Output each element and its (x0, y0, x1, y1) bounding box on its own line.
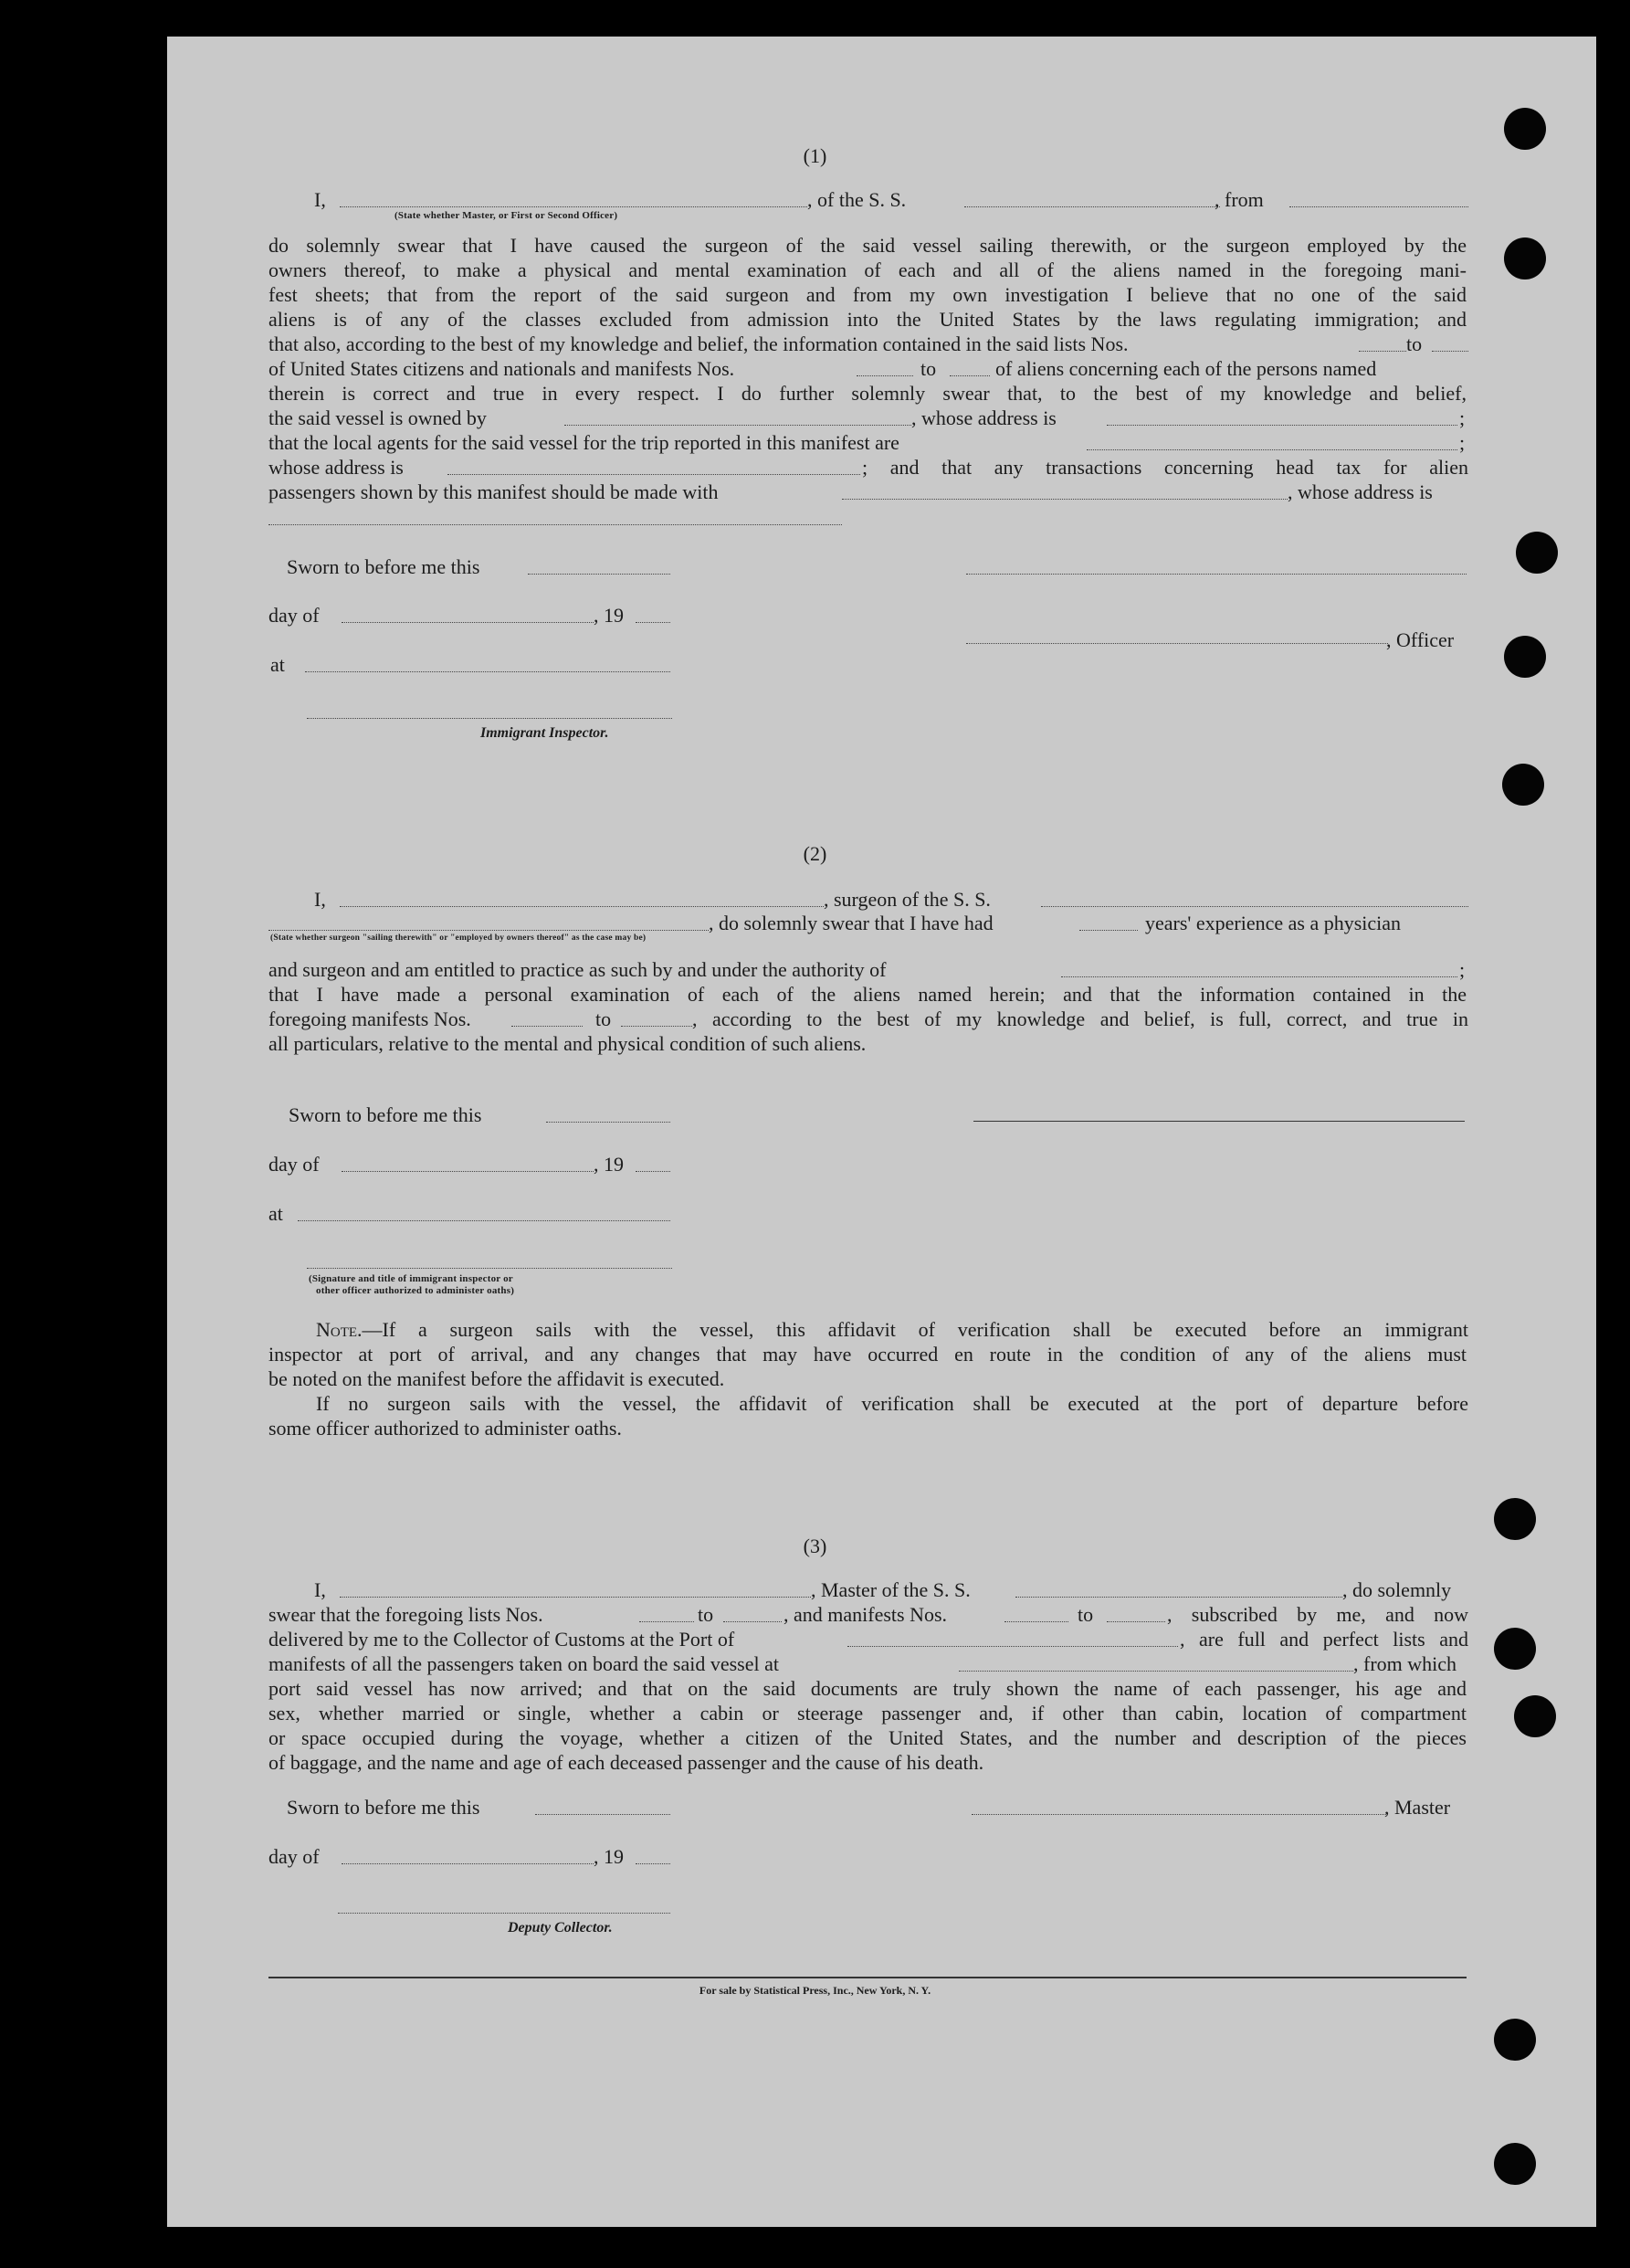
s1-line-6: of United States citizens and nationals and manifests Nos. (268, 357, 735, 380)
s3-taken-at-label: manifests of all the passengers taken on board the said vessel at (268, 1652, 780, 1675)
s1-inspector-signature-field[interactable] (307, 718, 672, 719)
s2-manifests-label: foregoing manifests Nos. (268, 1007, 471, 1030)
s1-head-tax-address-field[interactable] (268, 524, 842, 525)
s2-at-label: at (268, 1202, 283, 1225)
note-label: Note. (316, 1318, 363, 1341)
s2-surgeon-of-ss-label: , surgeon of the S. S. (824, 888, 991, 911)
s2-line-4: all particulars, relative to the mental and physical condition of such aliens. (268, 1032, 867, 1055)
s1-agents-address-label: whose address is (268, 456, 404, 479)
s1-semicolon-2: ; (1459, 431, 1466, 454)
s2-sworn-label: Sworn to before me this (289, 1103, 482, 1126)
s1-sworn-label: Sworn to before me this (287, 555, 480, 578)
s2-years-text: years' experience as a physician (1145, 912, 1402, 934)
s1-of-ss-label: , of the S. S. (807, 188, 907, 211)
s1-from-label: , from (1215, 188, 1264, 211)
s2-manifests-to-field[interactable] (621, 1026, 692, 1027)
s3-year-field[interactable] (636, 1863, 670, 1864)
footer-divider (268, 1977, 1467, 1978)
punch-hole (1516, 532, 1558, 574)
s3-day-field[interactable] (342, 1863, 594, 1864)
note-line-5: some officer authorized to administer oaths. (268, 1417, 622, 1440)
s1-manifests-from-field[interactable] (857, 375, 913, 376)
s3-port-label: delivered by me to the Collector of Customs at the Port of (268, 1628, 735, 1651)
s2-vessel-field[interactable] (1041, 906, 1468, 907)
s3-full-lists-text: , are full and perfect lists and (1180, 1628, 1468, 1651)
s3-master-name-field[interactable] (340, 1597, 811, 1598)
s1-from-port-field[interactable] (1289, 206, 1468, 207)
s2-to-label: to (595, 1007, 612, 1030)
s3-line-4: port said vessel has now arrived; and that on the said documents are truly shown the name of each passenger, his age and (268, 1677, 1467, 1700)
s1-whose-address-label-2: , whose address is (1288, 480, 1433, 503)
s3-line-5: sex, whether married or single, whether a cabin or steerage passenger and, if other than cabin, location of compartment (268, 1702, 1467, 1725)
s3-nineteen: , 19 (594, 1845, 624, 1868)
punch-hole (1494, 2143, 1536, 2185)
s3-lists-label: swear that the foregoing lists Nos. (268, 1603, 543, 1626)
s1-to-label-2: to (920, 357, 937, 380)
s3-sworn-field[interactable] (535, 1814, 670, 1815)
note-line-3: be noted on the manifest before the affidavit is executed. (268, 1367, 725, 1390)
s1-line-3: fest sheets; that from the report of the said surgeon and from my own investigation I believe that no one of the said (268, 283, 1467, 306)
s2-signature-field[interactable] (973, 1121, 1465, 1122)
s1-sworn-field[interactable] (528, 574, 670, 575)
s1-vessel-name-field[interactable] (964, 206, 1220, 207)
section-1-number: (1) (803, 144, 827, 167)
s1-agents-field[interactable] (1087, 449, 1457, 450)
s1-to-label: to (1406, 332, 1423, 355)
s3-manifests-from-field[interactable] (1004, 1621, 1068, 1622)
s3-port-field[interactable] (847, 1646, 1178, 1647)
s3-day-of-label: day of (268, 1845, 320, 1868)
s2-surgeon-note: (State whether surgeon "sailing therewith" or "employed by owners thereof" as the case may be) (270, 934, 647, 943)
s1-line-2: owners thereof, to make a physical and mental examination of each and all of the aliens named in the foregoing mani- (268, 258, 1467, 281)
s3-vessel-field[interactable] (1015, 1597, 1342, 1598)
s1-lists-to-field[interactable] (1432, 351, 1468, 352)
s1-semicolon: ; (1459, 406, 1466, 429)
s3-master-of-ss-label: , Master of the S. S. (811, 1578, 971, 1601)
s2-sworn-field[interactable] (546, 1122, 670, 1123)
punch-hole (1504, 636, 1546, 678)
s1-year-field[interactable] (636, 622, 670, 623)
s2-day-of-label: day of (268, 1153, 320, 1176)
s2-line-1: and surgeon and am entitled to practice as such by and under the authority of (268, 958, 887, 981)
s1-lists-from-field[interactable] (1359, 351, 1406, 352)
s1-nineteen: , 19 (594, 604, 624, 627)
section-3-number: (3) (803, 1535, 827, 1557)
s3-line-6: or space occupied during the voyage, whether a citizen of the United States, and the number and description of the pieces (268, 1726, 1467, 1749)
s1-whose-address-label: , whose address is (911, 406, 1057, 429)
s1-head-tax-text: ; and that any transactions concerning head tax for alien (862, 456, 1468, 479)
s1-officer-label: , Officer (1386, 628, 1455, 651)
s1-agents-label: that the local agents for the said vessel for the trip reported in this manifest are (268, 431, 899, 454)
s1-owner-field[interactable] (564, 425, 911, 426)
s3-master-label: , Master (1384, 1796, 1451, 1819)
s1-day-of-label: day of (268, 604, 320, 627)
s2-semicolon: ; (1459, 958, 1466, 981)
s2-year-field[interactable] (636, 1171, 670, 1172)
s1-line-6-end: of aliens concerning each of the persons named (995, 357, 1377, 380)
s2-authority-field[interactable] (1061, 976, 1457, 977)
s3-deputy-caption: Deputy Collector. (508, 1920, 613, 1936)
s2-nineteen: , 19 (594, 1153, 624, 1176)
s3-subscribed-text: , subscribed by me, and now (1167, 1603, 1468, 1626)
note-line-1-text: —If a surgeon sails with the vessel, this affidavit of verification shall be executed before an immigrant (362, 1318, 1468, 1341)
s3-to-label-2: to (1078, 1603, 1094, 1626)
s3-do-solemnly: , do solemnly (1342, 1578, 1452, 1601)
s1-master-note: (State whether Master, or First or Second Officer) (394, 210, 618, 221)
s1-owned-by-label: the said vessel is owned by (268, 406, 487, 429)
s3-manifests-label: , and manifests Nos. (783, 1603, 948, 1626)
s2-surgeon-name-field[interactable] (340, 906, 824, 907)
punch-hole (1494, 2019, 1536, 2061)
s1-manifests-to-field[interactable] (950, 375, 990, 376)
s1-inspector-caption: Immigrant Inspector. (480, 725, 609, 741)
punch-hole (1504, 237, 1546, 280)
s3-master-signature-field[interactable] (972, 1814, 1386, 1815)
s1-signature-field[interactable] (966, 574, 1467, 575)
s2-manifests-from-field[interactable] (511, 1026, 583, 1027)
s1-day-field[interactable] (342, 622, 594, 623)
s3-manifests-to-field[interactable] (1107, 1621, 1165, 1622)
s2-i-label: I, (314, 888, 326, 911)
note-line-1 (316, 1318, 1468, 1342)
s2-day-field[interactable] (342, 1171, 594, 1172)
s3-lists-from-field[interactable] (639, 1621, 694, 1622)
s1-at-label: at (270, 653, 285, 676)
s1-owner-address-field[interactable] (1107, 425, 1457, 426)
s2-line-2: that I have made a personal examination of each of the aliens named herein; and that the information contained in the (268, 983, 1467, 1006)
s3-to-label: to (698, 1603, 714, 1626)
s1-line-4: aliens is of any of the classes excluded from admission into the United States by the laws regulating immigration; and (268, 308, 1467, 331)
note-line-2: inspector at port of arrival, and any changes that may have occurred en route in the condition of any of the aliens must (268, 1343, 1467, 1366)
s3-from-which: , from which (1353, 1652, 1457, 1675)
s1-agents-address-field[interactable] (447, 474, 860, 475)
punch-hole (1514, 1695, 1556, 1737)
s3-i-label: I, (314, 1578, 326, 1601)
s1-head-tax-party-field[interactable] (842, 499, 1288, 500)
punch-hole (1494, 1628, 1536, 1670)
s2-line-3-end: , according to the best of my knowledge and belief, is full, correct, and true in (692, 1007, 1468, 1030)
s1-officer-name-field[interactable] (340, 206, 807, 207)
s3-sworn-label: Sworn to before me this (287, 1796, 480, 1819)
s3-taken-at-field[interactable] (959, 1671, 1353, 1672)
s2-surgeon-type-field[interactable] (268, 930, 709, 931)
s1-line-7: therein is correct and true in every respect. I do further solemnly swear that, to the best of my knowledge and belief, (268, 382, 1467, 405)
s1-i-label: I, (314, 188, 326, 211)
s2-signature-caption-2: other officer authorized to administer oaths) (316, 1285, 515, 1296)
s1-officer-field[interactable] (966, 643, 1388, 644)
s2-years-field[interactable] (1079, 930, 1138, 931)
s3-line-7: of baggage, and the name and age of each deceased passenger and the cause of his death. (268, 1751, 984, 1774)
s2-swear-text: , do solemnly swear that I have had (709, 912, 994, 934)
s3-lists-to-field[interactable] (723, 1621, 782, 1622)
s1-line-5: that also, according to the best of my knowledge and belief, the information contained in the said lists Nos. (268, 332, 1129, 355)
s2-signature-caption-1: (Signature and title of immigrant inspector or (309, 1273, 513, 1284)
section-2-number: (2) (803, 842, 827, 865)
s2-signature-caption-line[interactable] (307, 1268, 672, 1269)
s1-line-1: do solemnly swear that I have caused the surgeon of the said vessel sailing therewith, or the surgeon employed by the (268, 234, 1467, 257)
punch-hole (1502, 764, 1544, 806)
s1-head-tax-with-label: passengers shown by this manifest should be made with (268, 480, 719, 503)
s3-deputy-signature-field[interactable] (338, 1913, 670, 1914)
s2-at-field[interactable] (298, 1220, 670, 1221)
footer-printer: For sale by Statistical Press, Inc., New York, N. Y. (699, 1984, 931, 1997)
s1-at-field[interactable] (305, 671, 670, 672)
note-line-4: If no surgeon sails with the vessel, the affidavit of verification shall be executed at the port of departure before (316, 1392, 1468, 1415)
